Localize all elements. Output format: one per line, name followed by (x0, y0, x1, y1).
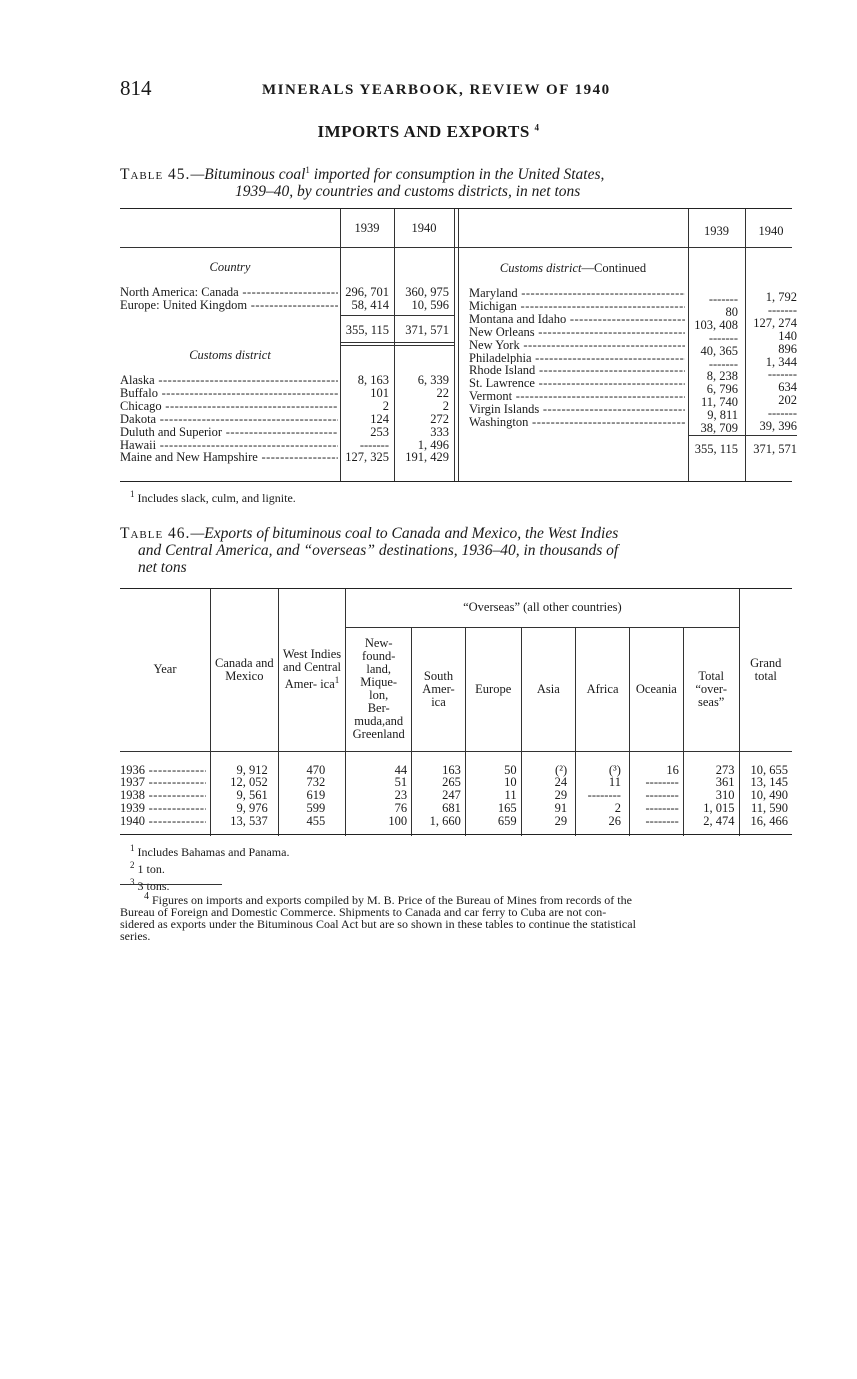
table45-footnote: $^1$ Includes slack, culm, and lignite. (130, 489, 296, 505)
table-row: Chicago ----- (120, 400, 338, 413)
table45-header-rule (120, 247, 792, 248)
country-total-1940: 371, 571 (405, 323, 449, 337)
table-row: Hawaii ----- (120, 439, 338, 452)
col-overseas-group: “Overseas” (all other countries) (346, 589, 739, 627)
footnote-rule (120, 884, 222, 885)
table-row: 1938 ----- (120, 789, 206, 802)
general-footnote: $^4$ Figures on imports and exports compiled by M. B. Price of the Bureau of Mines from records of the Bureau of Foreign and Domestic Commerce. Shipments to Canada and car ferry to Cuba are not con- sidered as exports under the Bituminous Coal Act but are so shown in these tables to continue the statistical series. (120, 891, 636, 943)
table-row: Michigan ----- (469, 300, 685, 313)
country-total-1939: 355, 115 (345, 323, 389, 337)
col-asia: Asia (521, 627, 576, 751)
table45-col-rule (458, 209, 459, 481)
customs-left-names (120, 374, 338, 464)
table-row: Virgin Islands ----- (469, 403, 685, 416)
table-row: Washington ----- (469, 416, 685, 429)
subtotal-rule (340, 315, 454, 316)
table46-bottom-rule (120, 834, 792, 835)
oceania-column: 16 -------- -------- -------- -------- (629, 751, 683, 836)
table45-year-header: 1940 (411, 221, 437, 235)
customs-total-1940: 371, 571 (753, 442, 797, 456)
country-names (120, 286, 338, 312)
table-row: Europe: United Kingdom ----- (120, 299, 338, 312)
table-row: Maryland ----- (469, 287, 685, 300)
west-indies-column: 470 732 619 599 455 (278, 751, 346, 836)
table-row: Maine and New Hampshire ----- (120, 451, 338, 464)
col-total-overseas: Total “over- seas” (683, 627, 739, 751)
country-heading: Country (209, 260, 251, 274)
col-year: Year (153, 662, 177, 677)
newfoundland-column: 44 51 23 76 100 (346, 751, 412, 836)
table45-bottom-rule (120, 481, 792, 482)
table-row: Duluth and Superior ----- (120, 426, 338, 439)
grand-total-column: 10, 655 13, 145 10, 490 11, 590 16, 466 (739, 751, 792, 836)
table-row: Montana and Idaho ----- (469, 313, 685, 326)
table-row: Vermont ----- (469, 390, 685, 403)
customs-heading: Customs district (189, 348, 271, 362)
table-row: Buffalo ----- (120, 387, 338, 400)
table-row: 1939 ----- (120, 802, 206, 815)
customs-continued-heading: Customs district—Continued (499, 261, 647, 275)
asia-column: (²) 24 29 91 29 (521, 751, 576, 836)
col-africa: Africa (576, 627, 630, 751)
running-head: MINERALS YEARBOOK, REVIEW OF 1940 (262, 82, 611, 98)
table45-col-rule (454, 209, 455, 481)
africa-column: (³) 11 -------- 2 26 (576, 751, 630, 836)
country-1939-values: 296, 701 58, 414 (345, 285, 389, 312)
total-rule (340, 345, 454, 346)
customs-total-1939: 355, 115 (694, 442, 738, 456)
table-row: St. Lawrence ----- (469, 377, 685, 390)
table46 (120, 589, 792, 836)
table-row: Rhode Island ----- (469, 364, 685, 377)
table45-top-rule (120, 208, 792, 209)
customs-right-1939: ------- 80 103, 408 ------- 40, 365 ------- 8, 238 6, 796 11, 740 9, 811 38, 709 (694, 292, 738, 436)
col-grand-total: Grand total (739, 589, 792, 751)
section-title: IMPORTS AND EXPORTS $^4$ (317, 122, 540, 141)
table45-caption: Table 45.—Bituminous coal$^1$ imported for consumption in the United States, 1939–40, by countries and customs districts, in net tons (120, 165, 605, 201)
total-overseas-column: 273 361 310 1, 015 2, 474 (683, 751, 739, 836)
table-row: New Orleans ----- (469, 326, 685, 339)
table45-year-header: 1940 (758, 224, 784, 238)
customs-left-1940: 6, 339 22 2 272 333 1, 496 191, 429 (405, 373, 449, 465)
total-rule (340, 342, 454, 343)
table-row: Dakota ----- (120, 413, 338, 426)
table46-caption: Table 46.—Exports of bituminous coal to Canada and Mexico, the West Indies and Central America, and “overseas” destinations, 1936–40, in thousands of net tons (120, 525, 619, 576)
table45-year-header: 1939 (354, 221, 380, 235)
table46-footnotes: $^1$ Includes Bahamas and Panama. $^2$ 1 ton. $^3$ 3 tons. (130, 843, 290, 893)
table-row: Philadelphia ----- (469, 352, 685, 365)
table-row: North America: Canada ----- (120, 286, 338, 299)
table-row: 1937 ----- (120, 776, 206, 789)
col-oceania: Oceania (629, 627, 683, 751)
page-number: 814 (120, 76, 152, 100)
table-row: Alaska ----- (120, 374, 338, 387)
table-row: 1936 ----- (120, 764, 206, 777)
col-canada: Canada and Mexico (211, 589, 279, 751)
europe-column: 50 10 11 165 659 (465, 751, 521, 836)
year-column (120, 751, 211, 836)
table45-year-header: 1939 (704, 224, 729, 238)
table-row: New York ----- (469, 339, 685, 352)
total-rule (688, 435, 797, 436)
south-america-column: 163 265 247 681 1, 660 (412, 751, 466, 836)
col-europe: Europe (465, 627, 521, 751)
col-west-indies: West Indies and Central Amer- ica$^1$ (278, 589, 346, 751)
customs-right-1940: 1, 792 ------- 127, 274 140 896 1, 344 ------- 634 202 ------- 39, 396 (753, 290, 797, 434)
table-row: 1940 ----- (120, 815, 206, 828)
canada-column: 9, 912 12, 052 9, 561 9, 976 13, 537 (211, 751, 279, 836)
col-newfoundland: New- found- land, Mique- lon, Ber- muda,and Greenland (346, 627, 412, 751)
country-1940-values: 360, 975 10, 596 (405, 285, 449, 312)
customs-left-1939: 8, 163 101 2 124 253 ------- 127, 325 (345, 373, 389, 465)
customs-right-names (469, 287, 685, 429)
col-south-america: South Amer- ica (412, 627, 466, 751)
